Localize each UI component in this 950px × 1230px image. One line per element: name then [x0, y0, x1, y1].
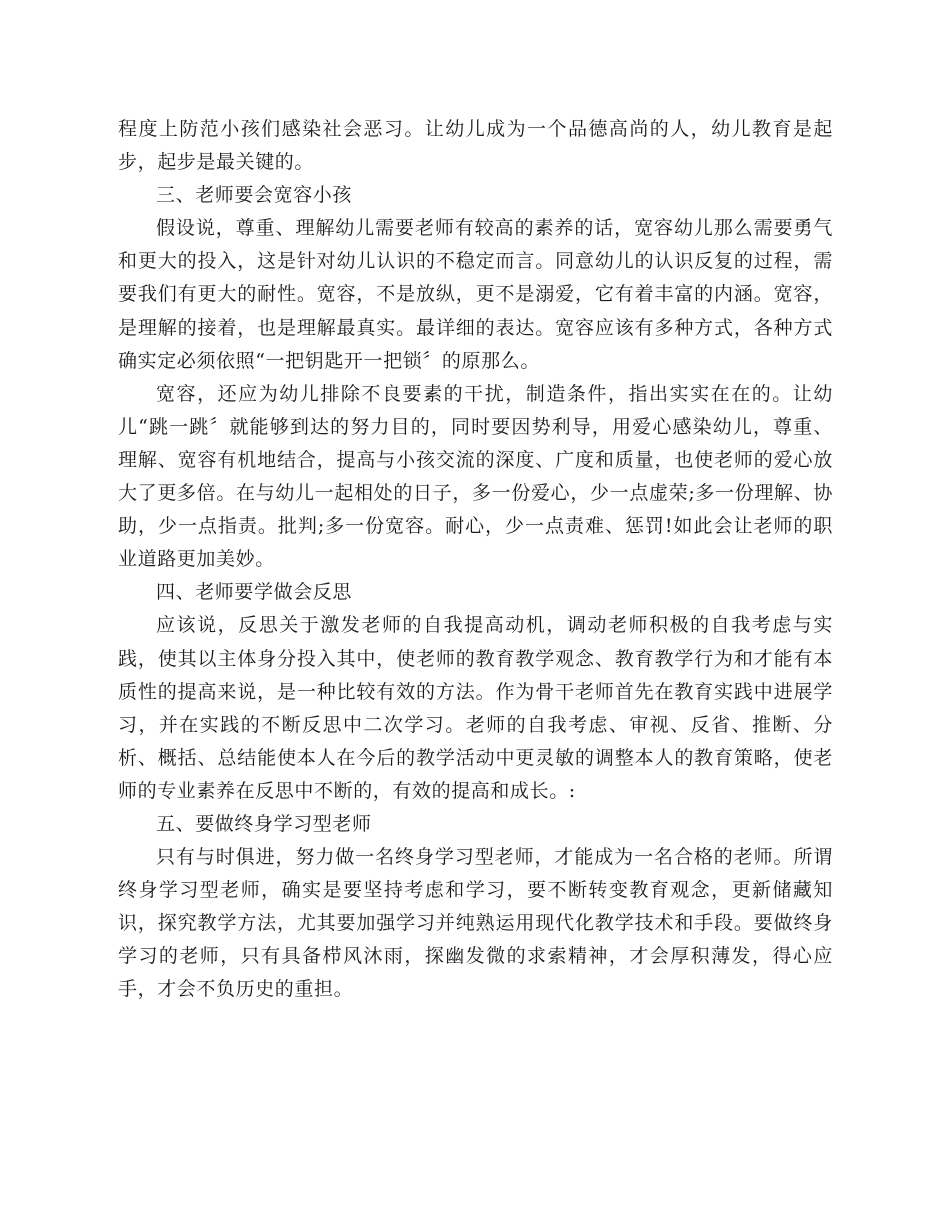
- paragraph-lifelong-learning: 只有与时俱进，努力做一名终身学习型老师，才能成为一名合格的老师。所谓终身学习型老师，确实是要坚持考虑和学习，要不断转变教育观念，更新储藏知识，探究教学方法，尤其要加强学习并纯熟运用现代化教学技术和手段。要做终身学习的老师，只有具备栉风沐雨，探幽发微的求索精神，才会厚积薄发，得心应手，才会不负历史的重担。: [118, 846, 833, 1001]
- section-heading-tolerance: 三、老师要会宽容小孩: [156, 184, 353, 207]
- paragraph-tolerance-1: 假设说，尊重、理解幼儿需要老师有较高的素养的话，宽容幼儿那么需要勇气和更大的投入，这是针对幼儿认识的不稳定而言。同意幼儿的认识反复的过程，需要我们有更大的耐性。宽容，不是放纵，更不是溺爱，它有着丰富的内涵。宽容，是理解的接着，也是理解最真实。最详细的表达。宽容应该有多种方式，各种方式确实定必须依照“一把钥匙开一把锁〞的原那么。: [118, 217, 833, 372]
- section-heading-reflection: 四、老师要学做会反思: [156, 581, 353, 604]
- document-page: [118, 113, 833, 1007]
- paragraph-intro-continuation: 程度上防范小孩们感染社会恶习。让幼儿成为一个品德高尚的人，幼儿教育是起步，起步是最关键的。: [118, 118, 833, 174]
- section-heading-lifelong-learning: 五、要做终身学习型老师: [156, 812, 372, 835]
- paragraph-reflection: 应该说，反思关于激发老师的自我提高动机，调动老师积极的自我考虑与实践，使其以主体身分投入其中，使老师的教育教学观念、教育教学行为和才能有本质性的提高来说，是一种比较有效的方法。作为骨干老师首先在教育实践中进展学习，并在实践的不断反思中二次学习。老师的自我考虑、审视、反省、推断、分析、概括、总结能使本人在今后的教学活动中更灵敏的调整本人的教育策略，使老师的专业素养在反思中不断的，有效的提高和成长。:: [118, 614, 833, 802]
- paragraph-tolerance-2: 宽容，还应为幼儿排除不良要素的干扰，制造条件，指出实实在在的。让幼儿“跳一跳〞就能够到达的努力目的，同时要因势利导，用爱心感染幼儿，尊重、理解、宽容有机地结合，提高与小孩交流的深度、广度和质量，也使老师的爱心放大了更多倍。在与幼儿一起相处的日子，多一份爱心，少一点虚荣;多一份理解、协助，少一点指责。批判;多一份宽容。耐心，少一点责难、惩罚!如此会让老师的职业道路更加美妙。: [118, 382, 833, 571]
